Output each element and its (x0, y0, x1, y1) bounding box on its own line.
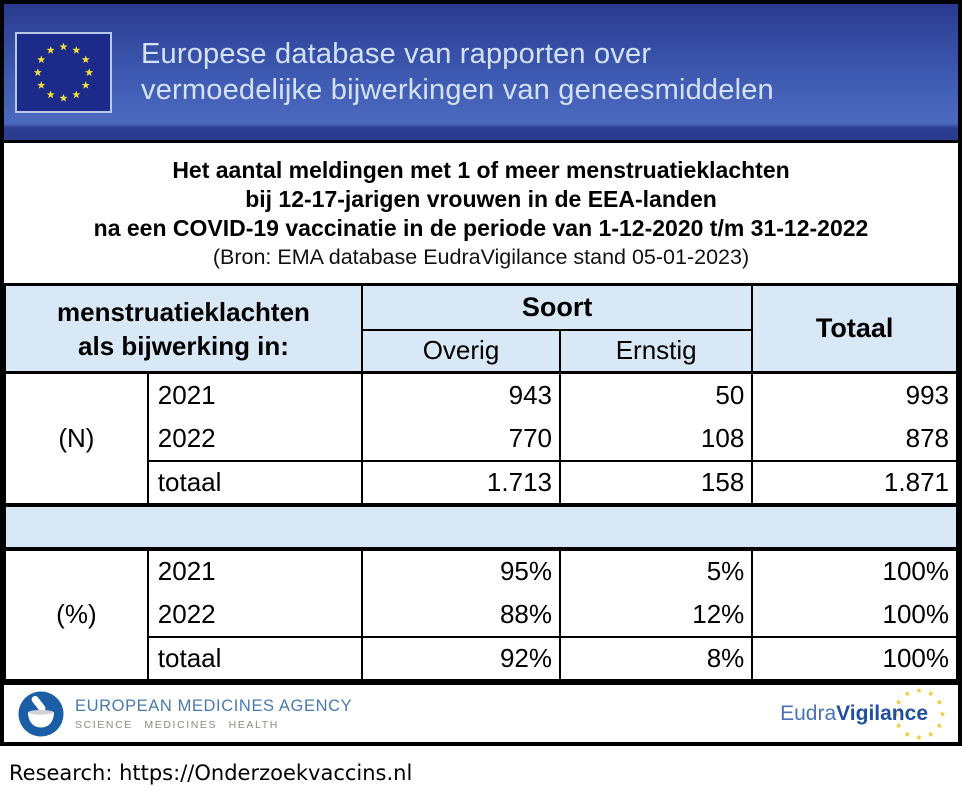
mortar-icon (18, 691, 64, 737)
row-group-header-line2: als bijwerking in: (78, 330, 289, 361)
value-cell: 100% (752, 593, 957, 637)
banner-title (141, 36, 774, 108)
table-row-pct-2022 (5, 593, 957, 637)
row-label-year: 2022 (148, 417, 362, 461)
banner-title-line2: vermoedelijke bijwerkingen van geneesmiddelen (141, 74, 774, 106)
value-cell: 100% (752, 549, 957, 593)
value-cell: 100% (752, 637, 957, 681)
document-title (0, 143, 962, 283)
column-header-ernstig: Ernstig (560, 330, 752, 373)
header-row-1 (5, 285, 957, 330)
eudra-text-bold: Vigilance (836, 701, 928, 725)
value-cell: 878 (752, 417, 957, 461)
value-cell: 1.871 (752, 461, 957, 505)
value-cell: 770 (362, 417, 560, 461)
value-cell: 92% (362, 637, 560, 681)
section-label-pct: (%) (5, 549, 148, 681)
ema-agency-name: EUROPEAN MEDICINES AGENCY (75, 696, 353, 715)
row-label-totaal: totaal (148, 461, 362, 505)
value-cell: 50 (560, 373, 752, 417)
ema-logo (18, 691, 352, 737)
value-cell: 95% (362, 549, 560, 593)
ema-logo-text (75, 697, 352, 731)
value-cell: 993 (752, 373, 957, 417)
row-group-header (5, 285, 362, 373)
row-label-totaal: totaal (148, 637, 362, 681)
row-label-year: 2022 (148, 593, 362, 637)
footer-logos (0, 682, 962, 746)
title-line1: Het aantal meldingen met 1 of meer menstruatieklachten (172, 157, 790, 183)
separator-band (5, 505, 957, 549)
research-credit: Research: https://Onderzoekvaccins.nl (9, 761, 413, 785)
section-label-n: (N) (5, 373, 148, 505)
row-group-header-line1: menstruatieklachten (57, 296, 310, 327)
title-source-line: (Bron: EMA database EudraVigilance stand 05-01-2023) (212, 245, 750, 269)
table-row-n-2021 (5, 373, 957, 417)
value-cell: 88% (362, 593, 560, 637)
title-line2: bij 12-17-jarigen vrouwen in de EEA-landen (245, 186, 717, 212)
column-header-totaal: Totaal (752, 285, 957, 373)
banner (0, 0, 962, 143)
eudra-text-regular: Eudra (780, 701, 837, 725)
table-section (0, 283, 962, 682)
table-row-pct-2021 (5, 549, 957, 593)
ema-tagline: SCIENCE MEDICINES HEALTH (75, 718, 279, 731)
column-header-soort: Soort (362, 285, 752, 330)
title-line3: na een COVID-19 vaccinatie in de periode van 1-12-2020 t/m 31-12-2022 (93, 215, 869, 241)
value-cell: 1.713 (362, 461, 560, 505)
eudravigilance-logo (780, 688, 928, 740)
data-table (4, 283, 958, 682)
value-cell: 158 (560, 461, 752, 505)
row-label-year: 2021 (148, 373, 362, 417)
table-row-n-2022 (5, 417, 957, 461)
column-header-overig: Overig (362, 330, 560, 373)
table-row-n-totaal (5, 461, 957, 505)
table-row-pct-totaal (5, 637, 957, 681)
value-cell: 8% (560, 637, 752, 681)
value-cell: 12% (560, 593, 752, 637)
row-label-year: 2021 (148, 549, 362, 593)
value-cell: 108 (560, 417, 752, 461)
value-cell: 5% (560, 549, 752, 593)
separator-band-row (5, 505, 957, 549)
value-cell: 943 (362, 373, 560, 417)
eu-flag-icon (15, 32, 112, 113)
banner-title-line1: Europese database van rapporten over (141, 38, 652, 70)
